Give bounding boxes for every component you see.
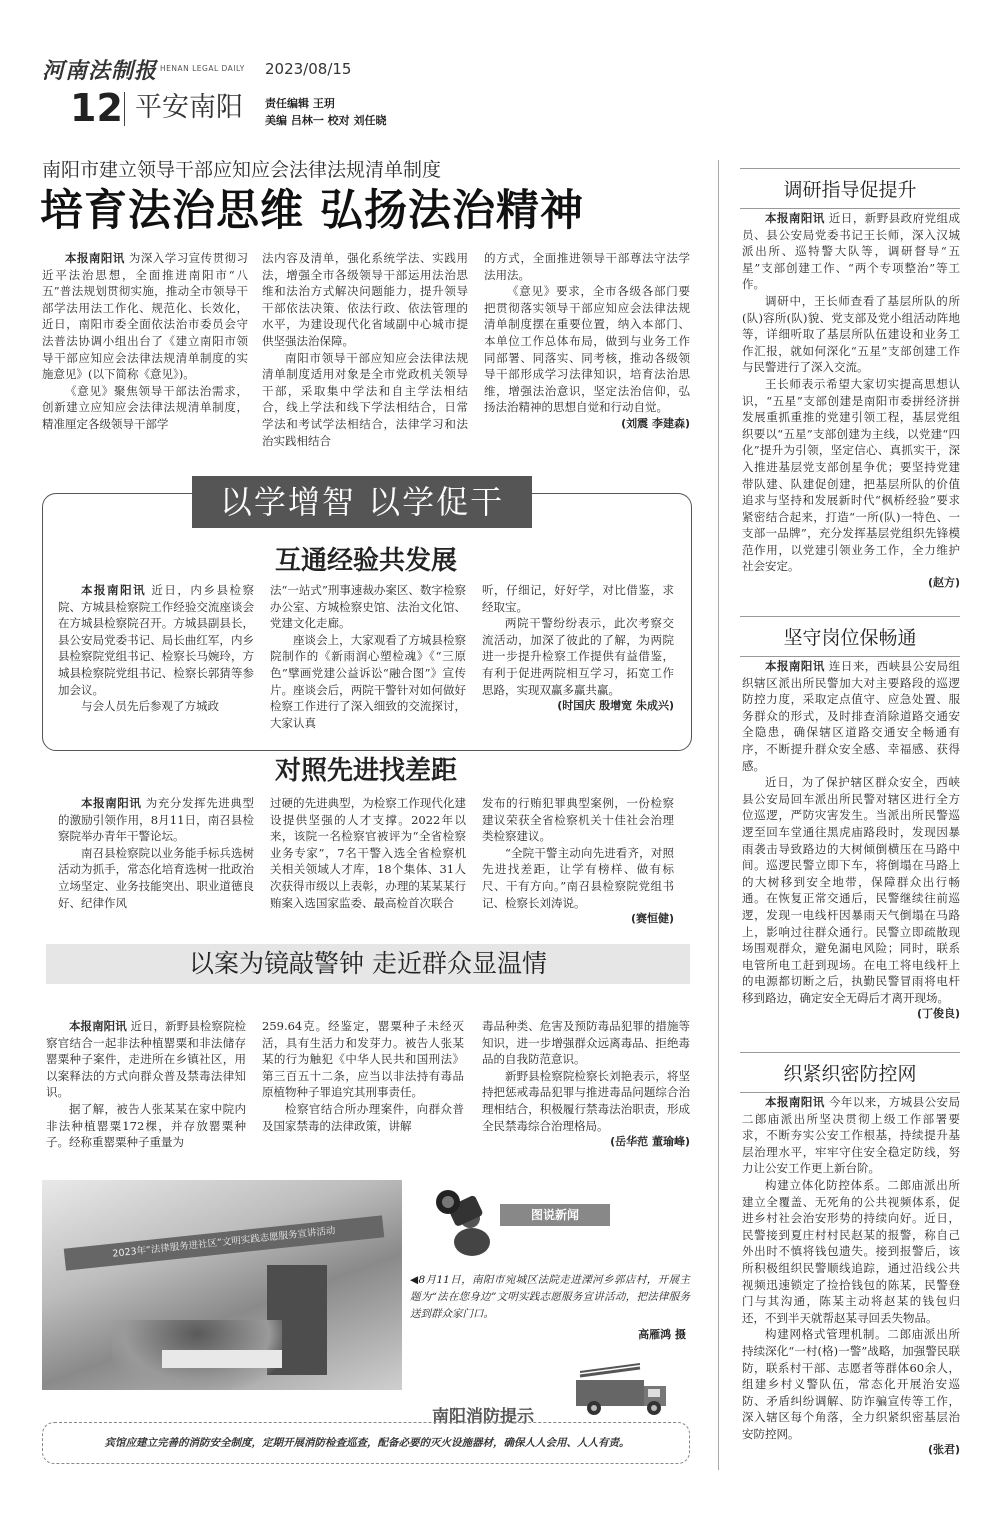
issue-date: 2023/08/15 <box>265 60 352 78</box>
photo-caption: ◀8月11日，南阳市宛城区法院走进溧河乡郭店村，开展主题为“法在您身边”文明实践志愿服务宣讲活动，把法律服务送到群众家门口。 <box>410 1274 690 1320</box>
story1-col-1 <box>58 582 254 715</box>
paragraph: 南召县检察院以业务能手标兵选树活动为抓手，常态化培育选树一批政治立场坚定、业务技能突出、职业道德良好、纪律作风 <box>58 845 254 910</box>
paragraph: 近日，新野县检察院检察官结合一起非法种植罂粟和非法储存罂粟种子案件，走进所在乡镇社区，用以案释法的方式向群众普及禁毒法律知识。 <box>46 1019 246 1100</box>
byline: (张君) <box>927 1443 960 1457</box>
sidebar-story-3 <box>742 1094 960 1459</box>
paragraph: 的方式，全面推进领导干部尊法守法学法用法。 <box>484 251 690 282</box>
story-title: 对照先进找差距 <box>274 756 457 786</box>
paragraph: 新野县检察院检察长刘艳表示，将坚持把惩戒毒品犯罪与推进毒品问题综合治理相结合，积极履行禁毒法治职责，形成全民禁毒综合治理格局。 <box>482 1068 690 1133</box>
story1-col-2 <box>270 582 466 731</box>
story2-col-1 <box>58 795 254 911</box>
dateline: 本报南阳讯 <box>65 251 125 265</box>
paragraph: 构建立体化防控体系。二郎庙派出所建立全覆盖、无死角的公共视频体系，促进乡村社会治安形势的持续向好。近日，民警接到夏庄村村民赵某的报警，称自己外出时不慎将钱包遗失。接到报警后，该所积极组织民警顺线追踪，通过沿线公共视频迅速锁定了捡拾钱包的陈某，民警登门与其沟通，陈某主动将赵某的钱包归还，不到半天就帮赵某寻回丢失物品。 <box>742 1177 960 1325</box>
page-number-divider <box>124 92 125 126</box>
sidebar-title: 调研指导促提升 <box>740 168 960 209</box>
paragraph: 毒品种类、危害及预防毒品犯罪的措施等知识，进一步增强群众远离毒品、拒绝毒品的自我防范意识。 <box>482 1019 690 1067</box>
story-title: 互通经验共发展 <box>274 546 457 576</box>
byline: (赵方) <box>927 576 960 590</box>
case-headline: 以案为镜敲警钟 走近群众显温情 <box>46 944 690 984</box>
byline: (时国庆 殷增宽 朱成兴) <box>557 699 674 713</box>
paragraph: 为充分发挥先进典型的激励引领作用，8月11日，南召县检察院举办青年干警论坛。 <box>58 796 255 844</box>
sidebar-divider <box>718 160 719 1470</box>
paragraph: 南阳市领导干部应知应会法律法规清单制度适用对象是全市党政机关领导干部，采取集中学法和自主学法相结合，线上学法和线下学法相结合，日常学法和考试学法相结合，法律学习和法治实践相结合 <box>262 350 468 448</box>
editor-credit: 责任编辑 王玥 <box>265 97 335 110</box>
photo-credit: 高雁鸿 摄 <box>638 1328 686 1341</box>
story1-col-3 <box>482 582 674 715</box>
paragraph: 调研中，王长师查看了基层所队的所(队)容所(队)貌、党支部及党小组活动阵地等，详细听取了基层所队伍建设和业务工作汇报，就如何深化“五星”支部创建工作与民警进行了深入交流。 <box>742 293 960 375</box>
byline: (赛恒健) <box>630 912 674 926</box>
masthead-logo: 河南法制报 <box>42 59 158 84</box>
paragraph: 法“一站式”刑事速裁办案区、数字检察办公室、方城检察史馆、法治文化馆、党建文化走廊。 <box>270 583 466 631</box>
paragraph: 据了解，被告人张某某在家中院内非法种植罂粟172棵，并存放罂粟种子。经称重罂粟种子重量为 <box>46 1101 246 1150</box>
lead-col-3 <box>484 250 690 433</box>
lead-kicker: 南阳市建立领导干部应知应会法律法规清单制度 <box>42 159 442 181</box>
fire-tip-title: 南阳消防提示 <box>432 1407 534 1427</box>
design-proof-credit: 美编 吕林一 校对 刘任晓 <box>265 114 387 127</box>
paragraph: 《意见》要求，全市各级各部门要把贯彻落实领导干部应知应会法律法规清单制度摆在重要位置，纳入本部门、本单位工作总体布局，做到与业务工作同部署、同落实、同考核，推动各级领导干部形成学习法律知识，培育法治思维，增强法治意识，坚定法治信仰，弘扬法治精神的思想自觉和行动自觉。 <box>484 284 690 415</box>
masthead-logo-en: HENAN LEGAL DAILY <box>160 64 245 73</box>
paragraph: 检察官结合所办理案件，向群众普及国家禁毒的法律政策，讲解 <box>262 1101 464 1133</box>
case-col-2 <box>262 1018 464 1134</box>
dateline: 本报南阳讯 <box>81 796 142 810</box>
page-number: 12 <box>70 86 123 130</box>
paragraph: 与会人员先后参观了方城政 <box>81 699 219 714</box>
dateline: 本报南阳讯 <box>69 1019 127 1033</box>
paragraph: 王长师表示希望大家切实提高思想认识，“五星”支部创建是南阳市委拼经济拼发展重抓重推的党建引领工程，基层党组织要以“五星”支部创建为主线，以党建“四化”提升为引领，坚定信心、真抓实干，深入推进基层党支部创星争优；要坚持党建带队建、队建促创建，把基层所队的价值追求与坚持和发展新时代“枫桥经验”要求紧密结合起来，打造“一所(队)一特色、一支部一品牌”，充分发挥基层党组织先锋模范作用，以党建引领业务工作，全力维护社会安定。 <box>742 376 960 574</box>
fire-truck-icon <box>570 1362 682 1418</box>
fire-tip-box <box>42 1422 690 1464</box>
dateline: 本报南阳讯 <box>765 211 825 225</box>
lead-col-2 <box>262 250 468 449</box>
photo-news-label: 图说新闻 <box>500 1204 610 1226</box>
sidebar-title: 织紧织密防控网 <box>740 1052 960 1093</box>
story2-col-3 <box>482 795 674 928</box>
paragraph: 构建网格式管理机制。二郎庙派出所持续深化“一村(格)一警”战略，加强警民联防，联系村干部、志愿者等群体60余人，组建乡村义警队伍，常态化开展治安巡防、矛盾纠纷调解、防诈骗宣传等工作，深入辖区每个角落，全力织紧织密基层治安防控网。 <box>742 1327 960 1441</box>
paragraph: 过硬的先进典型，为检察工作现代化建设提供坚强的人才支撑。2022年以来，该院一名检察官被评为“全省检察业务专家”，7名干警入选全省检察机关相关领域人才库，18个集体、31人次获得市级以上表彰，办理的某某某行贿案入选国家监委、最高检首次联合 <box>270 796 466 910</box>
paragraph: 两院干警纷纷表示，此次考察交流活动，加深了彼此的了解，为两院进一步提升检察工作提供有益借鉴，有利于促进两院相互学习，拓宽工作思路，实现双赢多赢共赢。 <box>482 616 674 697</box>
byline: (岳华范 董瑜峰) <box>610 1135 690 1149</box>
case-col-3 <box>482 1018 690 1151</box>
paragraph: 座谈会上，大家观看了方城县检察院制作的《新雨润心塑检魂》《“三原色”擘画党建公益诉讼“融合图”》宣传片。座谈会后，两院干警针对如何做好检察工作进行了深入细致的交流探讨，大家认真 <box>270 632 466 730</box>
story2-col-2 <box>270 795 466 911</box>
paragraph: 今年以来，方城县公安局二郎庙派出所坚决贯彻上级工作部署要求，不断夯实公安工作根基，持续提升基层治理水平，牢牢守住安全稳定防线，努力让公安工作更上新台阶。 <box>742 1095 960 1176</box>
lead-col-1 <box>42 250 248 433</box>
sidebar-title: 坚守岗位保畅通 <box>740 616 960 657</box>
paragraph: 《意见》聚焦领导干部法治需求，创新建立应知应会法律法规清单制度，精准厘定各级领导干部学 <box>42 383 248 431</box>
paragraph: 近日，内乡县检察院、方城县检察院工作经验交流座谈会在方城县检察院召开。方城县副县长，县公安局党委书记、局长曲红军，内乡县检察院党组书记、检察长马婉玲，方城县检察院党组书记、检察长郭猜等参加会议。 <box>58 583 255 697</box>
photo-table <box>162 1350 282 1368</box>
byline: (丁俊良) <box>916 1007 960 1021</box>
camera-icon <box>420 1180 510 1260</box>
paragraph: 259.64克。经鉴定，罂粟种子未经灭活，具有生活力和发芽力。被告人张某某的行为触犯《中华人民共和国刑法》第三百五十二条，应当以非法持有毒品原植物种子罪追究其刑事责任。 <box>262 1019 464 1100</box>
sidebar-story-2 <box>742 658 960 1023</box>
paragraph: 为深入学习宣传贯彻习近平法治思想，全面推进南阳市“八五”普法规划贯彻实施，推动全市领导干部学法用法工作化、规范化、长效化，近日，南阳市委全面依法治市委员会守法普法协调小组出台了《建立南阳市领导干部应知应会法律法规清单制度的实施意见》(以下简称《意见》)。 <box>42 251 248 382</box>
paragraph: 听，仔细记，好好学，对比借鉴，求经取宝。 <box>482 583 674 614</box>
paragraph: 法内容及清单，强化系统学法、实践用法，增强全市各级领导干部运用法治思维和法治方式解决问题能力，提升领导干部依法决策、依法行政、依法管理的水平，为建设现代化省域副中心城市提供坚强法治保障。 <box>262 251 468 348</box>
news-photo <box>42 1180 402 1390</box>
fire-tip-text: 宾馆应建立完善的消防安全制度，定期开展消防检查巡查，配备必要的灭火设施器材，确保人人会用、人人有责。 <box>104 1437 630 1449</box>
paragraph: 近日，新野县政府党组成员、县公安局党委书记王长师，深入汉城派出所、巡特警大队等，调研督导“五星”支部创建工作、“两个专项整治”等工作。 <box>742 211 960 292</box>
sidebar-story-1 <box>742 210 960 592</box>
paragraph: 近日，为了保护辖区群众安全，西峡县公安局回车派出所民警对辖区进行全方位巡逻，严防灾害发生。当派出所民警巡逻至回车堂通往黑虎庙路段时，发现因暴雨袭击导致路边的大树倾倒横压在马路中间。巡逻民警立即下车，将倒塌在马路上的大树移到安全地带，保障群众出行畅通。在恢复正常交通后，民警继续往前巡逻，发现一电线杆因暴雨天气倒塌在马路上，影响过往群众通行。民警立即疏散现场围观群众，避免漏电风险；同时，联系电管所电工赶到现场。在电工将电线杆上的电源都切断之后，执勤民警冒雨将电杆移到路边，确定安全无碍后才离开现场。 <box>742 775 960 1005</box>
paragraph: “全院干警主动向先进看齐，对照先进找差距，让学有榜样、做有标尺、干有方向。”南召县检察院党组书记、检察长刘涛说。 <box>482 845 674 910</box>
case-col-1 <box>46 1018 246 1151</box>
photo-banner-text: 2023年“法律服务进社区”文明实践志愿服务宣讲活动 <box>64 1215 385 1270</box>
dateline: 本报南阳讯 <box>81 583 147 597</box>
paragraph: 连日来，西峡县公安局组织辖区派出所民警加大对主要路段的巡逻防控力度，采取定点值守、应急处置、服务群众的形式，及时排查消除道路交通安全隐患，确保辖区道路交通安全畅通有序，不断提升群众安全感、幸福感、获得感。 <box>742 659 960 773</box>
section-name: 平安南阳 <box>135 92 243 123</box>
dateline: 本报南阳讯 <box>765 1095 825 1109</box>
dateline: 本报南阳讯 <box>765 659 825 673</box>
paragraph: 发布的行贿犯罪典型案例，一份检察建议荣获全省检察机关十佳社会治理类检察建议。 <box>482 796 674 844</box>
feature-banner: 以学增智 以学促干 <box>192 476 532 528</box>
lead-headline: 培育法治思维 弘扬法治精神 <box>40 186 584 236</box>
byline: (刘震 李建森) <box>621 416 690 430</box>
